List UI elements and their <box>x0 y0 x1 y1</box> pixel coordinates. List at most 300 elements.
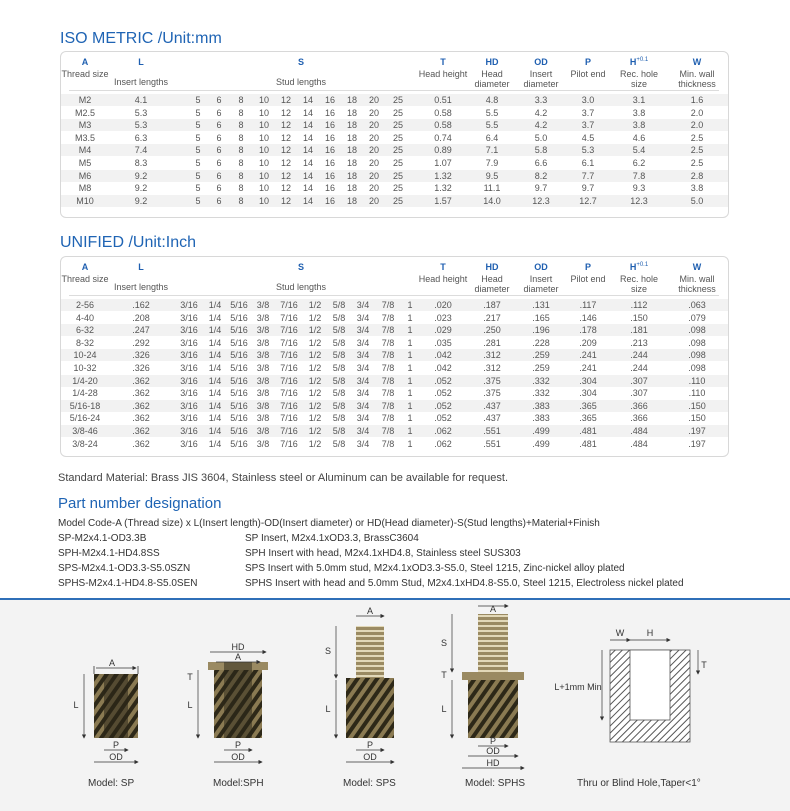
cell-stud: 20 <box>368 120 379 131</box>
cell-w: .150 <box>688 400 706 411</box>
cell-h: .484 <box>630 426 648 436</box>
cell-p: .241 <box>579 363 597 373</box>
cell-p: 9.7 <box>581 183 595 194</box>
cell-a: 10-32 <box>73 363 97 373</box>
cell-h: 3.1 <box>632 95 646 105</box>
cell-stud: 3/8 <box>256 337 270 348</box>
col-header-hd: HD <box>485 262 499 272</box>
cell-od: 5.8 <box>534 145 548 156</box>
example-code: SPHS-M2x4.1-HD4.8-S5.0SEN <box>58 578 198 589</box>
cell-stud: 1/4 <box>208 325 222 336</box>
sph-label-od: OD <box>231 752 245 762</box>
cell-hd: .375 <box>483 375 501 386</box>
cell-stud: 6 <box>216 183 222 194</box>
sp-label-a: A <box>108 658 116 668</box>
cell-stud: 18 <box>346 95 357 105</box>
cell-od: .383 <box>532 413 550 424</box>
cell-stud: 20 <box>368 170 379 181</box>
cell-p: .304 <box>579 388 597 399</box>
col-header-od: OD <box>534 57 548 67</box>
cell-hd: .250 <box>483 325 501 336</box>
cell-stud: 20 <box>368 195 379 206</box>
cell-h: .484 <box>630 438 648 449</box>
cell-stud: 7/16 <box>280 312 298 323</box>
cell-hd: .312 <box>483 350 501 361</box>
cell-l: 9.2 <box>134 170 148 181</box>
cell-stud: 14 <box>302 158 313 168</box>
cell-stud: 1/4 <box>208 363 222 373</box>
sphs-label-hd: HD <box>486 758 500 768</box>
cell-hd: 7.9 <box>485 158 499 168</box>
cell-h: 7.8 <box>632 170 646 181</box>
cell-w: .098 <box>688 337 706 348</box>
cell-stud: 10 <box>258 95 269 105</box>
cell-stud: 20 <box>368 158 379 168</box>
cell-stud: 10 <box>258 158 269 168</box>
cell-t: .023 <box>434 312 452 323</box>
cell-h: 9.3 <box>632 183 646 194</box>
cell-t: .052 <box>434 388 452 399</box>
cell-stud: 18 <box>346 145 357 156</box>
cell-p: .365 <box>579 413 597 424</box>
cell-stud: 3/4 <box>356 350 370 361</box>
cell-stud: 5/16 <box>230 400 248 411</box>
header-rule <box>69 90 719 91</box>
cell-stud: 1/2 <box>308 438 322 449</box>
col-header-l: L <box>138 57 144 67</box>
cell-t: 1.07 <box>434 158 452 168</box>
cell-stud: 6 <box>216 158 222 168</box>
cell-stud: 8 <box>238 170 244 181</box>
cell-stud: 14 <box>302 95 313 105</box>
cell-stud: 1/4 <box>208 438 222 449</box>
cell-hd: 14.0 <box>483 195 501 206</box>
example-desc: SPHS Insert with head and 5.0mm Stud, M2x4.1xHD4.8-S5.0, Steel 1215, Electroless nickel plated <box>245 578 684 589</box>
cell-stud: 14 <box>302 107 313 118</box>
cell-stud: 7/8 <box>381 388 395 399</box>
cell-stud: 18 <box>346 132 357 143</box>
cell-t: .020 <box>434 300 452 310</box>
cell-p: 3.7 <box>581 120 595 131</box>
cell-h: 4.6 <box>632 132 646 143</box>
cell-h: 3.8 <box>632 120 646 131</box>
cell-stud: 5 <box>195 95 201 105</box>
cell-stud: 12 <box>280 170 291 181</box>
cell-stud: 18 <box>346 195 357 206</box>
cell-a: M2.5 <box>74 107 95 118</box>
cell-l: .362 <box>132 388 150 399</box>
table-row <box>61 425 728 437</box>
sphs-label-l: L <box>441 704 447 714</box>
cell-a: 10-24 <box>73 350 97 361</box>
cell-stud: 3/4 <box>356 337 370 348</box>
cell-stud: 25 <box>392 107 403 118</box>
table-row <box>61 312 728 324</box>
cell-stud: 1/4 <box>208 400 222 411</box>
cell-stud: 3/4 <box>356 400 370 411</box>
sph-insert-drawing <box>198 652 268 762</box>
cell-stud: 1/4 <box>208 375 222 386</box>
sp-label-od: OD <box>109 752 123 762</box>
cell-stud: 8 <box>238 145 244 156</box>
cell-t: 1.32 <box>434 170 452 181</box>
cell-stud: 25 <box>392 132 403 143</box>
sps-label-l: L <box>325 704 331 714</box>
cell-stud: 12 <box>280 132 291 143</box>
table-row <box>61 299 728 311</box>
cell-stud: 5/8 <box>332 400 346 411</box>
col-subheader-hd: Head diameter <box>474 69 510 89</box>
cell-stud: 1 <box>407 413 413 424</box>
cell-od: 4.2 <box>534 107 548 118</box>
cell-stud: 10 <box>258 195 269 206</box>
cell-h: .150 <box>630 312 648 323</box>
sphs-label-a: A <box>489 604 497 614</box>
cell-stud: 7/8 <box>381 300 395 310</box>
col-header-l: L <box>138 262 144 272</box>
sp-label-p: P <box>112 740 120 750</box>
cell-p: .481 <box>579 426 597 436</box>
cell-stud: 7/8 <box>381 413 395 424</box>
cell-t: .062 <box>434 426 452 436</box>
model-code-line: Model Code-A (Thread size) x L(Insert length)-OD(Insert diameter) or HD(Head diameter)-S(Stud lengths)+Material+Finish <box>58 518 600 529</box>
table-row <box>61 119 728 131</box>
sphs-label-s: S <box>440 638 448 648</box>
cell-a: 3/8-24 <box>72 438 98 449</box>
cell-stud: 5/8 <box>332 350 346 361</box>
cell-od: 12.3 <box>532 195 550 206</box>
cell-stud: 16 <box>324 107 335 118</box>
cell-stud: 5/8 <box>332 375 346 386</box>
cell-stud: 5/8 <box>332 413 346 424</box>
cell-a: M2 <box>78 95 92 105</box>
cell-p: 5.3 <box>581 145 595 156</box>
cell-stud: 1/2 <box>308 325 322 336</box>
cell-stud: 3/8 <box>256 312 270 323</box>
cell-h: 12.3 <box>630 195 648 206</box>
table-row <box>61 195 728 207</box>
col-header-t: T <box>440 262 446 272</box>
cell-stud: 3/4 <box>356 413 370 424</box>
example-code: SP-M2x4.1-OD3.3B <box>58 533 147 544</box>
cell-stud: 8 <box>238 107 244 118</box>
cell-stud: 3/16 <box>180 312 198 323</box>
cell-t: .062 <box>434 438 452 449</box>
cell-t: .052 <box>434 375 452 386</box>
cell-od: 8.2 <box>534 170 548 181</box>
cell-stud: 14 <box>302 170 313 181</box>
cell-stud: 1 <box>407 400 413 411</box>
cell-stud: 1/4 <box>208 312 222 323</box>
cell-stud: 16 <box>324 145 335 156</box>
cell-stud: 1/4 <box>208 413 222 424</box>
cell-hd: .551 <box>483 426 501 436</box>
cell-p: .304 <box>579 375 597 386</box>
cell-t: 1.57 <box>434 195 452 206</box>
cell-hd: 9.5 <box>485 170 499 181</box>
model-label-sps: Model: SPS <box>343 778 396 789</box>
cell-stud: 14 <box>302 183 313 194</box>
cell-od: 4.2 <box>534 120 548 131</box>
cell-stud: 5/8 <box>332 300 346 310</box>
cell-stud: 8 <box>238 195 244 206</box>
cell-stud: 5/16 <box>230 375 248 386</box>
cell-a: M10 <box>76 195 94 206</box>
cell-stud: 3/4 <box>356 300 370 310</box>
cell-stud: 7/16 <box>280 350 298 361</box>
cell-w: 3.8 <box>690 183 704 194</box>
cell-p: .117 <box>579 300 597 310</box>
cell-stud: 25 <box>392 158 403 168</box>
hole-label-h: H <box>646 628 654 638</box>
cell-l: .362 <box>132 400 150 411</box>
cell-stud: 7/16 <box>280 363 298 373</box>
cell-t: .035 <box>434 337 452 348</box>
cell-stud: 20 <box>368 145 379 156</box>
cell-od: .332 <box>532 375 550 386</box>
cell-hd: 4.8 <box>485 95 499 105</box>
cell-h: .307 <box>630 375 648 386</box>
cell-hd: .437 <box>483 413 501 424</box>
cell-w: 2.5 <box>690 158 704 168</box>
cell-hd: .281 <box>483 337 501 348</box>
table-row <box>61 132 728 144</box>
cell-stud: 10 <box>258 170 269 181</box>
cell-stud: 3/8 <box>256 426 270 436</box>
cell-stud: 25 <box>392 195 403 206</box>
cell-l: 6.3 <box>134 132 148 143</box>
metric-table <box>60 51 729 218</box>
cell-stud: 8 <box>238 158 244 168</box>
cell-l: .247 <box>132 325 150 336</box>
cell-stud: 7/16 <box>280 300 298 310</box>
technical-drawings <box>0 600 790 775</box>
cell-a: 3/8-46 <box>72 426 98 436</box>
hole-label-t: T <box>701 660 707 670</box>
cell-stud: 5 <box>195 107 201 118</box>
cell-hd: .312 <box>483 363 501 373</box>
cell-stud: 18 <box>346 158 357 168</box>
cell-hd: .187 <box>483 300 501 310</box>
cell-hd: 11.1 <box>483 183 501 194</box>
model-label-sphs: Model: SPHS <box>465 778 526 789</box>
cell-stud: 18 <box>346 170 357 181</box>
cell-l: .362 <box>132 438 150 449</box>
cell-stud: 3/16 <box>180 337 198 348</box>
part-number-title: Part number designation <box>58 495 222 512</box>
cell-stud: 20 <box>368 107 379 118</box>
cell-p: 4.5 <box>581 132 595 143</box>
cell-od: .499 <box>532 426 550 436</box>
cell-stud: 12 <box>280 158 291 168</box>
cell-h: .307 <box>630 388 648 399</box>
cell-od: .131 <box>532 300 550 310</box>
table-row <box>61 387 728 399</box>
cell-od: .196 <box>532 325 550 336</box>
cell-p: .241 <box>579 350 597 361</box>
cell-l: 5.3 <box>134 107 148 118</box>
cell-stud: 14 <box>302 120 313 131</box>
cell-stud: 10 <box>258 132 269 143</box>
cell-stud: 1/2 <box>308 400 322 411</box>
col-subheader-l: Insert lengths <box>113 282 169 292</box>
sphs-label-od: OD <box>486 746 500 756</box>
cell-stud: 1 <box>407 350 413 361</box>
cell-stud: 1/2 <box>308 426 322 436</box>
example-code: SPH-M2x4.1-HD4.8SS <box>58 548 160 559</box>
cell-l: 9.2 <box>134 183 148 194</box>
model-label-sp: Model: SP <box>88 778 135 789</box>
cell-od: .228 <box>532 337 550 348</box>
hole-label-w: W <box>615 628 625 638</box>
cell-stud: 16 <box>324 158 335 168</box>
cell-stud: 3/4 <box>356 438 370 449</box>
cell-stud: 5 <box>195 195 201 206</box>
cell-t: .052 <box>434 400 452 411</box>
cell-a: M6 <box>78 170 92 181</box>
cell-stud: 3/8 <box>256 400 270 411</box>
cell-stud: 6 <box>216 145 222 156</box>
cell-stud: 3/16 <box>180 363 198 373</box>
cell-stud: 12 <box>280 183 291 194</box>
cell-hd: .375 <box>483 388 501 399</box>
table-row <box>61 157 728 169</box>
cell-stud: 25 <box>392 145 403 156</box>
cell-stud: 7/16 <box>280 438 298 449</box>
cell-h: .112 <box>630 300 648 310</box>
cell-stud: 16 <box>324 132 335 143</box>
cell-w: 2.0 <box>690 120 704 131</box>
cell-stud: 3/4 <box>356 388 370 399</box>
col-header-p: P <box>584 57 591 67</box>
cell-stud: 5/16 <box>230 438 248 449</box>
cell-stud: 7/8 <box>381 438 395 449</box>
cell-stud: 7/8 <box>381 400 395 411</box>
cell-t: .052 <box>434 413 452 424</box>
cell-stud: 5/16 <box>230 363 248 373</box>
cell-w: .098 <box>688 350 706 361</box>
col-header-hd: HD <box>485 57 499 67</box>
col-subheader-a: Thread size <box>61 274 109 284</box>
cell-stud: 3/16 <box>180 300 198 310</box>
cell-stud: 5/8 <box>332 325 346 336</box>
cell-l: .362 <box>132 426 150 436</box>
cell-stud: 5/16 <box>230 388 248 399</box>
cell-stud: 18 <box>346 120 357 131</box>
cell-stud: 5 <box>195 145 201 156</box>
cell-stud: 1/2 <box>308 300 322 310</box>
cell-stud: 10 <box>258 120 269 131</box>
cell-a: 1/4-28 <box>72 388 98 399</box>
cell-od: .259 <box>532 350 550 361</box>
unified-title: UNIFIED /Unit:Inch <box>60 234 197 251</box>
cell-p: 3.7 <box>581 107 595 118</box>
cell-stud: 1 <box>407 312 413 323</box>
cell-l: .292 <box>132 337 150 348</box>
cell-a: M8 <box>78 183 92 194</box>
cell-t: .029 <box>434 325 452 336</box>
cell-a: M4 <box>78 145 92 156</box>
cell-w: .063 <box>688 300 706 310</box>
cell-stud: 7/16 <box>280 325 298 336</box>
cell-stud: 20 <box>368 95 379 105</box>
cell-h: 6.2 <box>632 158 646 168</box>
cell-l: 9.2 <box>134 195 148 206</box>
cell-stud: 1/2 <box>308 375 322 386</box>
sp-insert-drawing <box>84 666 138 762</box>
cell-l: 4.1 <box>134 95 148 105</box>
cell-l: 7.4 <box>134 145 148 156</box>
cell-stud: 7/8 <box>381 337 395 348</box>
cell-w: 2.0 <box>690 107 704 118</box>
cell-t: 0.58 <box>434 107 452 118</box>
table-row <box>61 182 728 194</box>
cell-stud: 5/16 <box>230 350 248 361</box>
cell-od: 9.7 <box>534 183 548 194</box>
table-row <box>61 375 728 387</box>
cell-stud: 3/8 <box>256 350 270 361</box>
cell-stud: 7/8 <box>381 325 395 336</box>
cell-stud: 3/4 <box>356 426 370 436</box>
cell-stud: 10 <box>258 107 269 118</box>
cell-stud: 1 <box>407 426 413 436</box>
cell-stud: 7/16 <box>280 413 298 424</box>
sps-label-s: S <box>324 646 332 656</box>
cell-stud: 14 <box>302 132 313 143</box>
cell-p: 3.0 <box>581 95 595 105</box>
cell-hd: .551 <box>483 438 501 449</box>
cell-stud: 3/8 <box>256 413 270 424</box>
cell-stud: 7/8 <box>381 375 395 386</box>
cell-l: .162 <box>132 300 150 310</box>
cell-w: .098 <box>688 363 706 373</box>
cell-w: 2.5 <box>690 145 704 156</box>
sps-label-od: OD <box>363 752 377 762</box>
cell-stud: 3/16 <box>180 350 198 361</box>
cell-stud: 3/4 <box>356 375 370 386</box>
cell-stud: 8 <box>238 95 244 105</box>
cell-stud: 1 <box>407 375 413 386</box>
cell-stud: 5/8 <box>332 426 346 436</box>
cell-stud: 8 <box>238 120 244 131</box>
cell-a: M3.5 <box>74 132 95 143</box>
cell-a: M5 <box>78 158 92 168</box>
cell-w: 2.5 <box>690 132 704 143</box>
cell-stud: 3/16 <box>180 438 198 449</box>
cell-stud: 1/4 <box>208 300 222 310</box>
cell-stud: 1/2 <box>308 413 322 424</box>
cell-stud: 3/16 <box>180 426 198 436</box>
cell-stud: 1/2 <box>308 388 322 399</box>
cell-a: 1/4-20 <box>72 375 98 386</box>
cell-stud: 5/16 <box>230 426 248 436</box>
cell-stud: 7/8 <box>381 426 395 436</box>
cell-h: 3.8 <box>632 107 646 118</box>
cell-p: 7.7 <box>581 170 595 181</box>
cell-h: .213 <box>630 337 648 348</box>
cell-stud: 7/8 <box>381 312 395 323</box>
cell-a: 8-32 <box>75 337 94 348</box>
col-subheader-s: Stud lengths <box>275 282 327 292</box>
cell-w: .098 <box>688 325 706 336</box>
cell-stud: 5/16 <box>230 312 248 323</box>
cell-stud: 1/2 <box>308 363 322 373</box>
cell-hd: .437 <box>483 400 501 411</box>
unified-table <box>60 256 729 457</box>
table-row <box>61 144 728 156</box>
cell-t: 0.51 <box>434 95 452 105</box>
col-header-a: A <box>81 262 89 272</box>
